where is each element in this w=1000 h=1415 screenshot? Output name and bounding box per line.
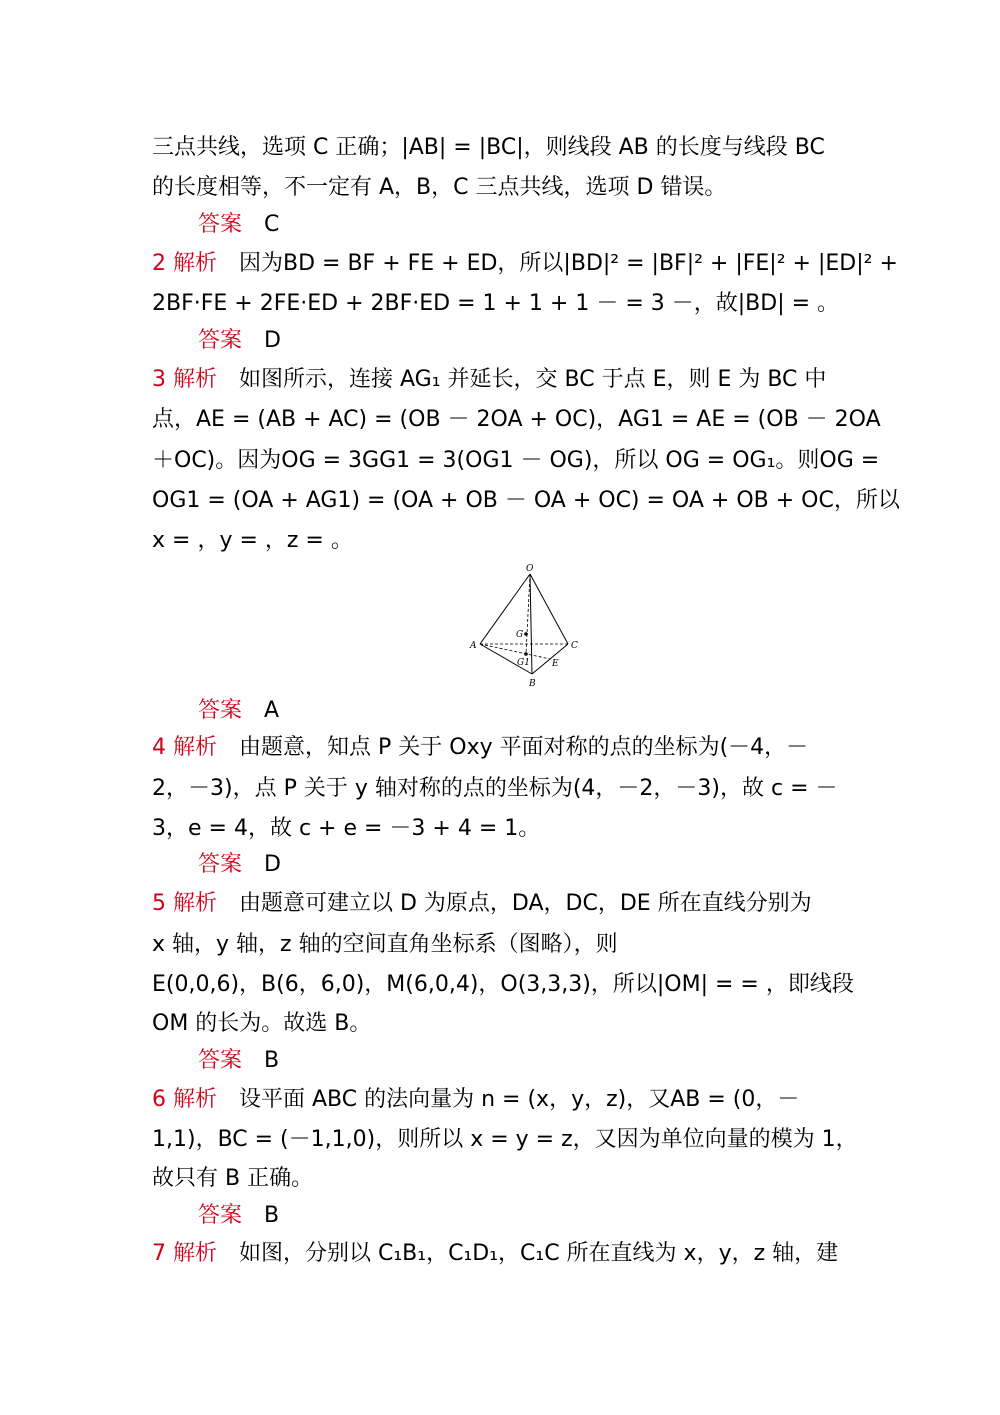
text-line: 如图所示，连接 AG₁ 并延长，交 BC 于点 E，则 E 为 BC 中 [239,367,827,392]
label-A: A [470,641,477,651]
text-line-8: 点，AE = (AB + AC) = (OB － 2OA + OC)，AG1 = AE = (OB － 2OA [152,407,881,432]
text-line-2: 的长度相等，不一定有 A，B，C 三点共线，选项 D 错误。 [152,175,727,200]
solution-header: 6 解析 [152,1087,217,1112]
answer-1 [198,205,898,245]
solution-header: 7 解析 [152,1241,217,1266]
text-line-5: 2BF·FE + 2FE·ED + 2BF·ED = 1 + 1 + 1 － = 3 －，故|BD| = 。 [152,291,840,316]
text-line-14: 2，－3)，点 P 关于 y 轴对称的点的坐标为(4，－2，－3)，故 c = － [152,776,838,801]
label-E: E [552,659,559,669]
text-line-24: 故只有 B 正确。 [152,1166,314,1191]
text-line: 因为BD = BF + FE + ED，所以|BD|² = |BF|² + |FE|² + |ED|² + [239,251,898,276]
text-line-23: 1,1)，BC = (－1,1,0)，则所以 x = y = z，又因为单位向量的模为 1， [152,1127,858,1152]
answer-2 [198,321,898,361]
solution-4 [152,728,852,768]
text-line-19: E(0,0,6)，B(6，6,0)，M(6,0,4)，O(3,3,3)，所以|OM| = = ，即线段 [152,972,854,997]
answer-label: 答案 [198,1203,243,1228]
label-G: G [516,630,524,640]
solution-6 [152,1080,852,1120]
label-G1: G1 [517,658,530,668]
solution-header: 3 解析 [152,367,217,392]
text-line: 由题意，知点 P 关于 Oxy 平面对称的点的坐标为(－4，－ [239,735,809,760]
text-line-11: x = ，y = ，z = 。 [152,528,353,553]
tetrahedron-diagram [462,562,590,692]
answer-value: D [264,328,281,353]
label-B: B [529,679,536,689]
text-line-10: OG1 = (OA + AG1) = (OA + OB － OA + OC) = OA + OB + OC，所以 [152,488,900,513]
answer-3 [198,691,898,731]
answer-6 [198,1196,898,1236]
text-line-18: x 轴，y 轴，z 轴的空间直角坐标系（图略），则 [152,932,618,957]
solution-3 [152,360,852,400]
answer-label: 答案 [198,328,243,353]
answer-label: 答案 [198,212,243,237]
text-line: 设平面 ABC 的法向量为 n = (x，y，z)，又AB = (0，－ [239,1087,800,1112]
answer-value: B [264,1048,280,1073]
answer-value: C [264,212,280,237]
answer-label: 答案 [198,698,243,723]
label-C: C [571,641,578,651]
answer-label: 答案 [198,852,243,877]
answer-value: B [264,1203,280,1228]
label-O: O [526,564,534,574]
tetrahedron-figure [462,562,590,692]
answer-label: 答案 [198,1048,243,1073]
answer-5 [198,1041,898,1081]
solution-header: 4 解析 [152,735,217,760]
answer-4 [198,845,898,885]
answer-value: D [264,852,281,877]
solution-header: 5 解析 [152,891,217,916]
answer-value: A [264,698,280,723]
solution-2 [152,244,898,284]
text-line: 如图，分别以 C₁B₁，C₁D₁，C₁C 所在直线为 x，y，z 轴，建 [239,1241,839,1266]
solution-header: 2 解析 [152,251,217,276]
text-line-1: 三点共线，选项 C 正确；|AB| = |BC|，则线段 AB 的长度与线段 BC [152,135,825,160]
solution-7 [152,1234,852,1274]
text-line-9: ＋OC)。因为OG = 3GG1 = 3(OG1 － OG)，所以 OG = OG₁。则OG = [152,448,880,473]
solution-5 [152,884,852,924]
text-line: 由题意可建立以 D 为原点，DA，DC，DE 所在直线分别为 [239,891,812,916]
text-line-15: 3，e = 4，故 c + e = －3 + 4 = 1。 [152,816,541,841]
text-line-20: OM 的长为。故选 B。 [152,1011,372,1036]
